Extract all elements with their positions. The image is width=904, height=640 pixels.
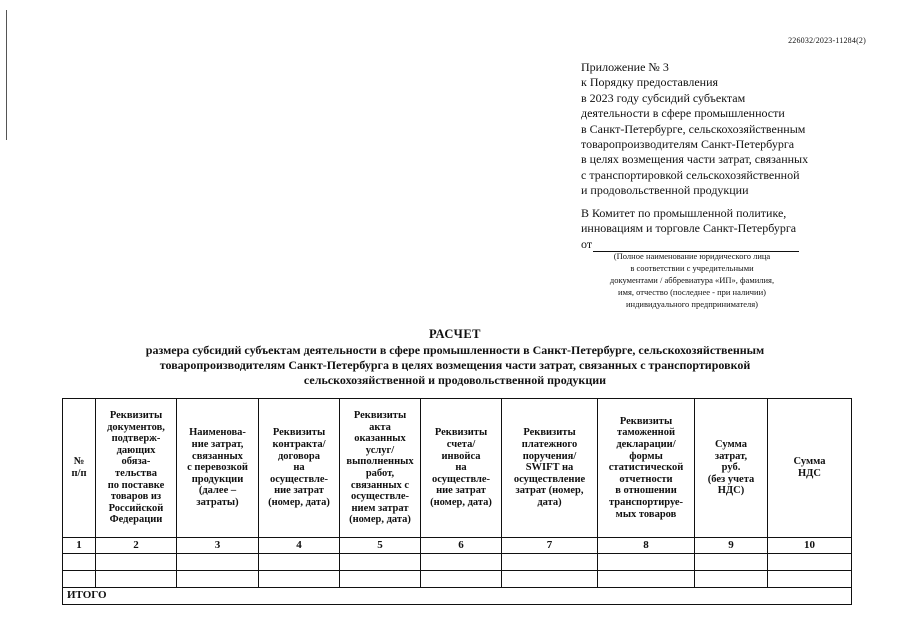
note-line: индивидуального предпринимателя): [626, 299, 758, 309]
table-row: [63, 554, 852, 571]
col-header-act: Реквизиты акта оказанных услуг/ выполненных работ, связанных с осуществле- нием затрат (номер, дата): [340, 399, 421, 538]
calculation-table: [62, 398, 852, 605]
column-number-row: [63, 538, 852, 554]
table-cell: [96, 571, 177, 588]
table-cell: [502, 571, 598, 588]
appendix-line: Приложение № 3: [581, 60, 669, 74]
table-row: [63, 571, 852, 588]
table-cell: [598, 554, 695, 571]
total-label: ИТОГО: [63, 588, 852, 605]
col-header-expense-name: Наименова- ние затрат, связанных с перевозкой продукции (далее – затраты): [177, 399, 259, 538]
appendix-line: в целях возмещения части затрат, связанных: [581, 152, 809, 167]
column-number: 10: [768, 538, 852, 554]
appendix-block: [581, 60, 808, 199]
note-line: имя, отчество (последнее - при наличии): [618, 287, 766, 297]
appendix-line: деятельности в сфере промышленности: [581, 106, 785, 121]
left-margin-line: [6, 10, 7, 140]
table-cell: [259, 571, 340, 588]
table-cell: [340, 554, 421, 571]
table-header-row: [63, 399, 852, 538]
appendix-line: в 2023 году субсидий субъектам: [581, 90, 746, 105]
table-cell: [695, 554, 768, 571]
appendix-line: с транспортировкой сельскохозяйственной: [581, 167, 800, 182]
col-header-vat-sum: Сумма НДС: [768, 399, 852, 538]
appendix-line: к Порядку предоставления: [581, 75, 719, 90]
column-number: 8: [598, 538, 695, 554]
table-cell: [598, 571, 695, 588]
appendix-line: товаропроизводителям Санкт-Петербурга: [581, 137, 795, 152]
appendix-line: в Санкт-Петербурге, сельскохозяйственным: [581, 121, 806, 136]
table-cell: [63, 554, 96, 571]
note-line: документами / аббревиатура «ИП», фамилия,: [609, 275, 775, 285]
recipient-line-1: В Комитет по промышленной политике,: [581, 206, 787, 220]
col-header-supply-docs: Реквизиты документов, подтверж- дающих обяза- тельства по поставке товаров из Российской Федерации: [96, 399, 177, 538]
recipient-block: [581, 206, 799, 252]
column-number: 3: [177, 538, 259, 554]
column-number: 4: [259, 538, 340, 554]
table-cell: [421, 554, 502, 571]
col-header-contract: Реквизиты контракта/ договора на осуществле- ние затрат (номер, дата): [259, 399, 340, 538]
column-number: 9: [695, 538, 768, 554]
title-line: размера субсидий субъектам деятельности в сфере промышленности в Санкт-Петербурге, сельскохозяйственным: [145, 343, 765, 357]
appendix-line: и продовольственной продукции: [581, 183, 749, 198]
note-line: (Полное наименование юридического лица: [613, 251, 771, 261]
col-header-customs-declaration: Реквизиты таможенной декларации/ формы статистической отчетности в отношении транспортируе- мых товаров: [598, 399, 695, 538]
table-cell: [421, 571, 502, 588]
col-header-number: № п/п: [63, 399, 96, 538]
applicant-name-note: [582, 250, 802, 310]
from-label: от: [581, 236, 593, 251]
document-number: 226032/2023-11284(2): [788, 36, 866, 45]
col-header-payment-order: Реквизиты платежного поручения/ SWIFT на осуществление затрат (номер, дата): [502, 399, 598, 538]
document-title: [60, 327, 850, 388]
table-cell: [502, 554, 598, 571]
table-cell: [259, 554, 340, 571]
table-cell: [768, 571, 852, 588]
column-number: 2: [96, 538, 177, 554]
recipient-line-2: инновациям и торговле Санкт-Петербурга: [581, 221, 797, 236]
table-cell: [695, 571, 768, 588]
total-row: [63, 588, 852, 605]
title-line: сельскохозяйственной и продовольственной продукции: [303, 373, 607, 387]
table-cell: [96, 554, 177, 571]
title-line: товаропроизводителям Санкт-Петербурга в целях возмещения части затрат, связанных с транспортировкой: [159, 358, 751, 372]
table-cell: [768, 554, 852, 571]
table-cell: [340, 571, 421, 588]
note-line: в соответствии с учредительными: [630, 263, 754, 273]
col-header-sum-no-vat: Сумма затрат, руб. (без учета НДС): [695, 399, 768, 538]
col-header-invoice: Реквизиты счета/ инвойса на осуществле- ние затрат (номер, дата): [421, 399, 502, 538]
column-number: 6: [421, 538, 502, 554]
table-cell: [63, 571, 96, 588]
column-number: 7: [502, 538, 598, 554]
column-number: 5: [340, 538, 421, 554]
table-cell: [177, 571, 259, 588]
title-main: РАСЧЕТ: [428, 327, 481, 341]
column-number: 1: [63, 538, 96, 554]
table-cell: [177, 554, 259, 571]
